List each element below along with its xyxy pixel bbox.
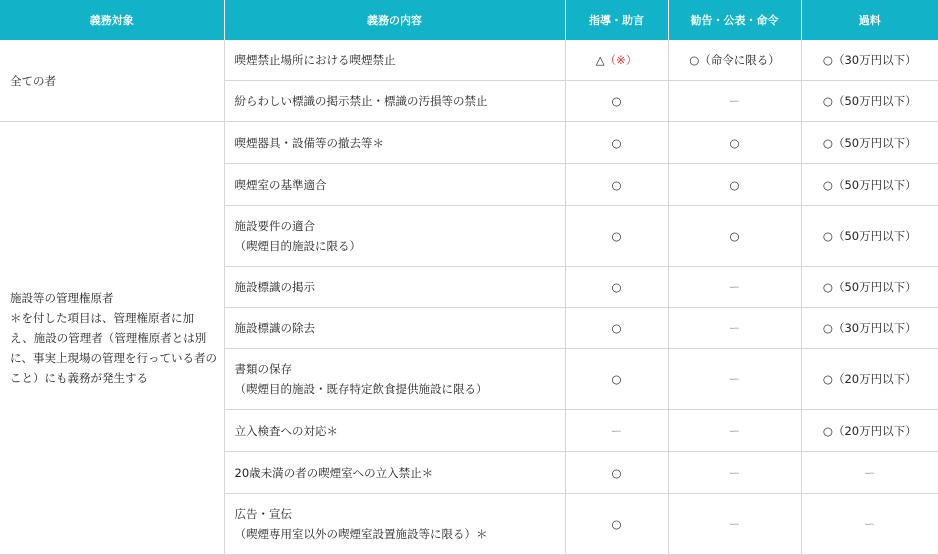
- obligation-content: 20歳未満の者の喫煙室への立入禁止＊: [224, 452, 565, 494]
- order-cell: ー: [668, 452, 801, 494]
- guidance-cell: ー: [565, 410, 668, 452]
- header-guidance: 指導・助言: [565, 0, 668, 40]
- target-all: 全ての者: [0, 40, 224, 122]
- order-cell: ー: [668, 81, 801, 122]
- order-cell: ○: [668, 206, 801, 267]
- header-content: 義務の内容: [224, 0, 565, 40]
- guidance-cell: ○: [565, 81, 668, 122]
- order-cell: ー: [668, 308, 801, 349]
- fine-cell: ○（50万円以下）: [801, 267, 938, 308]
- order-cell: ー: [668, 410, 801, 452]
- obligation-content: 紛らわしい標識の掲示禁止・標識の汚損等の禁止: [224, 81, 565, 122]
- guidance-cell: △（※）: [565, 40, 668, 81]
- order-cell: ー: [668, 494, 801, 555]
- obligation-content: 立入検査への対応＊: [224, 410, 565, 452]
- guidance-cell: ○: [565, 164, 668, 206]
- target-manager-note: ＊を付した項目は、管理権原者に加え、施設の管理者（管理権原者とは別に、事実上現場の管理を行っている者のこと）にも義務が発生する: [10, 311, 217, 385]
- fine-cell: ○（50万円以下）: [801, 164, 938, 206]
- fine-cell: ○（50万円以下）: [801, 81, 938, 122]
- guidance-note: （※）: [604, 53, 638, 67]
- table-row: [0, 122, 938, 164]
- fine-cell: ○（20万円以下）: [801, 410, 938, 452]
- obligation-content: 施設標識の掲示: [224, 267, 565, 308]
- obligation-content: 喫煙禁止場所における喫煙禁止: [224, 40, 565, 81]
- order-cell: ー: [668, 267, 801, 308]
- fine-cell: ー: [801, 452, 938, 494]
- obligation-content: 施設標識の除去: [224, 308, 565, 349]
- fine-cell: ー: [801, 494, 938, 555]
- guidance-cell: ○: [565, 349, 668, 410]
- obligation-content: 喫煙器具・設備等の撤去等＊: [224, 122, 565, 164]
- obligation-content: 喫煙室の基準適合: [224, 164, 565, 206]
- obligation-content: 書類の保存 （喫煙目的施設・既存特定飲食提供施設に限る）: [224, 349, 565, 410]
- guidance-cell: ○: [565, 452, 668, 494]
- guidance-cell: ○: [565, 494, 668, 555]
- target-manager-title: 施設等の管理権原者: [10, 291, 114, 305]
- obligation-content: 広告・宣伝 （喫煙専用室以外の喫煙室設置施設等に限る）＊: [224, 494, 565, 555]
- order-cell: ○: [668, 122, 801, 164]
- guidance-cell: ○: [565, 267, 668, 308]
- guidance-cell: ○: [565, 122, 668, 164]
- table-row: [0, 40, 938, 81]
- guidance-cell: ○: [565, 308, 668, 349]
- header-row: [0, 0, 938, 40]
- fine-cell: ○（30万円以下）: [801, 308, 938, 349]
- fine-cell: ○（50万円以下）: [801, 206, 938, 267]
- order-cell: ー: [668, 349, 801, 410]
- obligation-content: 施設要件の適合 （喫煙目的施設に限る）: [224, 206, 565, 267]
- target-manager: [0, 122, 224, 555]
- fine-cell: ○（20万円以下）: [801, 349, 938, 410]
- guidance-cell: ○: [565, 206, 668, 267]
- header-order: 勧告・公表・命令: [668, 0, 801, 40]
- fine-cell: ○（30万円以下）: [801, 40, 938, 81]
- header-target: 義務対象: [0, 0, 224, 40]
- header-fine: 過料: [801, 0, 938, 40]
- order-cell: ○（命令に限る）: [668, 40, 801, 81]
- fine-cell: ○（50万円以下）: [801, 122, 938, 164]
- order-cell: ○: [668, 164, 801, 206]
